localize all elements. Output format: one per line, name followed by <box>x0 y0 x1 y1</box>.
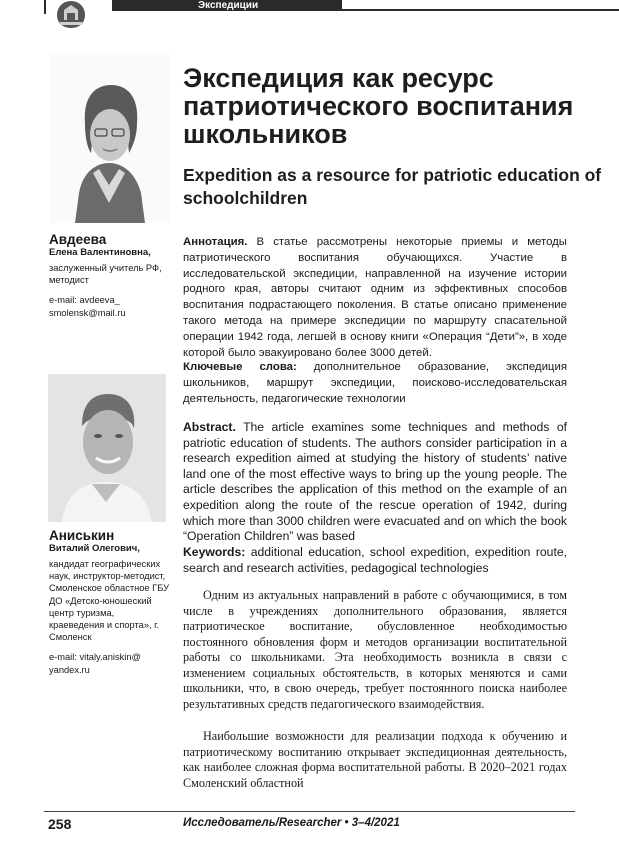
author-photo-aniskin <box>48 374 166 522</box>
author-email[interactable]: e-mail: vitaly.aniskin@ yandex.ru <box>49 652 141 675</box>
journal-logo-icon <box>54 0 88 30</box>
keywords-en-label: Keywords: <box>183 545 246 559</box>
portrait-image-icon <box>48 374 166 522</box>
keywords-en <box>183 545 567 576</box>
keywords-en-text: additional education, school expedition, expedition route, search and research activities, pedagogical technologies <box>183 545 567 575</box>
keywords-ru-text: дополнительное образование, экспедиция школьников, маршрут экспедиции, поисково-исследовательская деятельность, педагогические технологии <box>183 361 567 405</box>
abstract-text: The article examines some techniques and methods of patriotic education of students. The authors consider participation in a research expedition aimed at studying the history of students’ native land one of the most effective ways to bring up the young people. The article describes the application of this method on the example of an expedition along the route of the rescue operation of 1942, during which more than 3000 children were evacuated and on which the book “Operation Children” was based <box>183 420 567 544</box>
article-title-en: Expedition as a resource for patriotic education of schoolchildren <box>183 165 602 208</box>
abstract-en <box>183 420 567 545</box>
footer-rule <box>44 811 575 812</box>
author-surname: Аниськин <box>49 528 115 543</box>
annotation-label: Аннотация. <box>183 236 248 248</box>
author-photo-avdeeva <box>49 53 169 223</box>
author-given-name: Виталий Олегович, <box>49 543 140 554</box>
page-number: 258 <box>48 816 72 832</box>
journal-citation: Исследователь/Researcher • 3–4/2021 <box>183 817 400 829</box>
body-paragraph: Наибольшие возможности для реализации подхода к обучению и патриотическому воспитанию открывает экспедиционная деятельность, как наиболее сложная форма воспитательной работы. В 2020–2021 годах Смоленский областной <box>183 729 567 790</box>
annotation-ru <box>183 235 567 361</box>
section-header-label: Экспедиции <box>198 0 259 11</box>
author-given-name: Елена Валентиновна, <box>49 247 151 258</box>
article-title-ru: Экспедиция как ресурс патриотического воспитания школьников <box>183 63 574 149</box>
keywords-ru <box>183 360 567 407</box>
keywords-ru-label: Ключевые слова: <box>183 361 297 373</box>
author-email[interactable]: e-mail: avdeeva_ smolensk@mail.ru <box>49 295 126 318</box>
author-role: кандидат географических наук, инструктор-методист, Смоленское областное ГБУ ДО «Детско-юношеский центр туризма, краеведения и спорта», г. Смоленск <box>49 559 170 643</box>
author-role: заслуженный учитель РФ, методист <box>49 263 162 286</box>
annotation-text: В статье рассмотрены некоторые приемы и методы патриотического воспитания обучающихся. Участие в исследовательской экспедиции, направленной на изучение истории родного края, авторы считают одним из эффективных способов воспитания подрастающего поколения. В статье описано применение такого метода на примере экспедиции по маршруту спасательной операции 1942 года, легшей в основу книги «Операция “Дети”», в ходе которой было эвакуировано более 3000 детей. <box>183 236 567 359</box>
abstract-label: Abstract. <box>183 420 236 434</box>
header-rule-left <box>44 0 46 14</box>
body-paragraph: Одним из актуальных направлений в работе с обучающимися, в том числе в учреждениях дополнительного образования, является патриотическое воспитание, обусловленное необходимостью постоянного обновления форм и методов организации воспитательной работы со школьниками. Эта необходимость возникла в связи с изменением социальных обстоятельств, в которых меняются и сами школьники, что, в свою очередь, требует постоянного поиска наиболее результативных средств педагогического взаимодействия. <box>183 588 567 711</box>
author-info-2 <box>49 528 169 676</box>
section-header-bar <box>112 0 342 11</box>
author-surname: Авдеева <box>49 232 107 247</box>
author-info-1 <box>49 232 169 319</box>
header-rule <box>342 9 619 11</box>
portrait-image-icon <box>49 53 169 223</box>
